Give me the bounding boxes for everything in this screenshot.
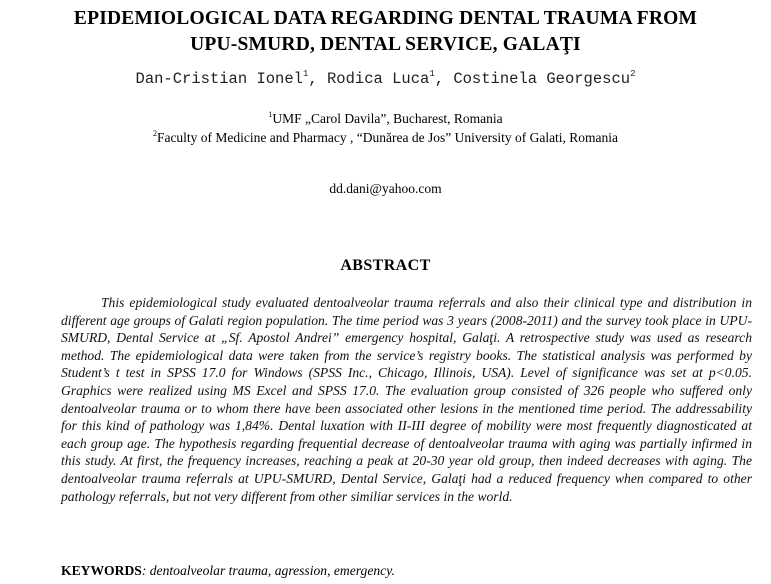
author-list — [0, 68, 771, 90]
paper-title-line-2: UPU-SMURD, DENTAL SERVICE, GALAŢI — [190, 34, 581, 55]
affiliation-number: 1 — [268, 110, 273, 119]
author-name: Costinela Georgescu — [453, 70, 631, 88]
keywords-line — [61, 562, 752, 580]
affiliation-1 — [0, 110, 771, 128]
author-separator: , — [434, 70, 454, 88]
author-affiliation-marker: 1 — [429, 69, 435, 79]
contact-email: dd.dani@yahoo.com — [329, 181, 442, 196]
author-affiliation-marker: 2 — [630, 69, 636, 79]
paper-title — [0, 6, 771, 58]
author-affiliation-marker: 1 — [302, 69, 309, 79]
affiliation-text: Faculty of Medicine and Pharmacy , “Dunărea de Jos” University of Galati, Romania — [156, 130, 619, 145]
keywords-text: : dentoalveolar trauma, agression, emergency. — [141, 563, 395, 578]
author-name: Dan-Cristian Ionel — [135, 70, 303, 88]
keywords-label: KEYWORDS — [61, 563, 142, 578]
affiliation-text: UMF „Carol Davila”, Bucharest, Romania — [272, 111, 503, 126]
author-name: Rodica Luca — [326, 70, 430, 88]
affiliation-2 — [0, 129, 771, 147]
author-separator: , — [308, 70, 327, 88]
paper-title-line-1: EPIDEMIOLOGICAL DATA REGARDING DENTAL TRAUMA FROM — [73, 8, 698, 29]
affiliation-number: 2 — [152, 129, 157, 138]
abstract-heading: ABSTRACT — [340, 257, 431, 274]
abstract-body: This epidemiological study evaluated dentoalveolar trauma referrals and also their clinical type and distribution in different age groups of Galati region population. The time period was 3 years (2008-2011) and the survey took place in UPU-SMURD, Dental Service at „Sf. Apostol Andrei” emergency hospital, Galaţi. A retrospective study was used as research method. The epidemiological data were taken from the service’s registry books. The statistical analysis was performed by Student’s t test in SPSS 17.0 for Windows (SPSS Inc., Chicago, Illinois, USA). Level of significance was set at p<0.05. Graphics were realized using MS Excel and SPSS 17.0. The evaluation group consisted of 326 people who suffered only dentoalveolar trauma or to whom there have been associated other lesions in the mentioned time period. The addressability for this kind of pathology was 1,84%. Dental luxation with II-III degree of mobility were most frequently diagnosticated at each group age. The hypothesis regarding frequential decrease of dentoalveolar trauma with aging was partially infirmed in this study. At first, the frequency increases, reaching a peak at 20-30 year old group, then indeed decreases with aging. The dentoalveolar trauma referrals at UPU-SMURD, Dental Service, Galaţi had a reduced frequency when compared to other pathology referrals, but not very different from other similiar services in the world. — [61, 295, 752, 504]
